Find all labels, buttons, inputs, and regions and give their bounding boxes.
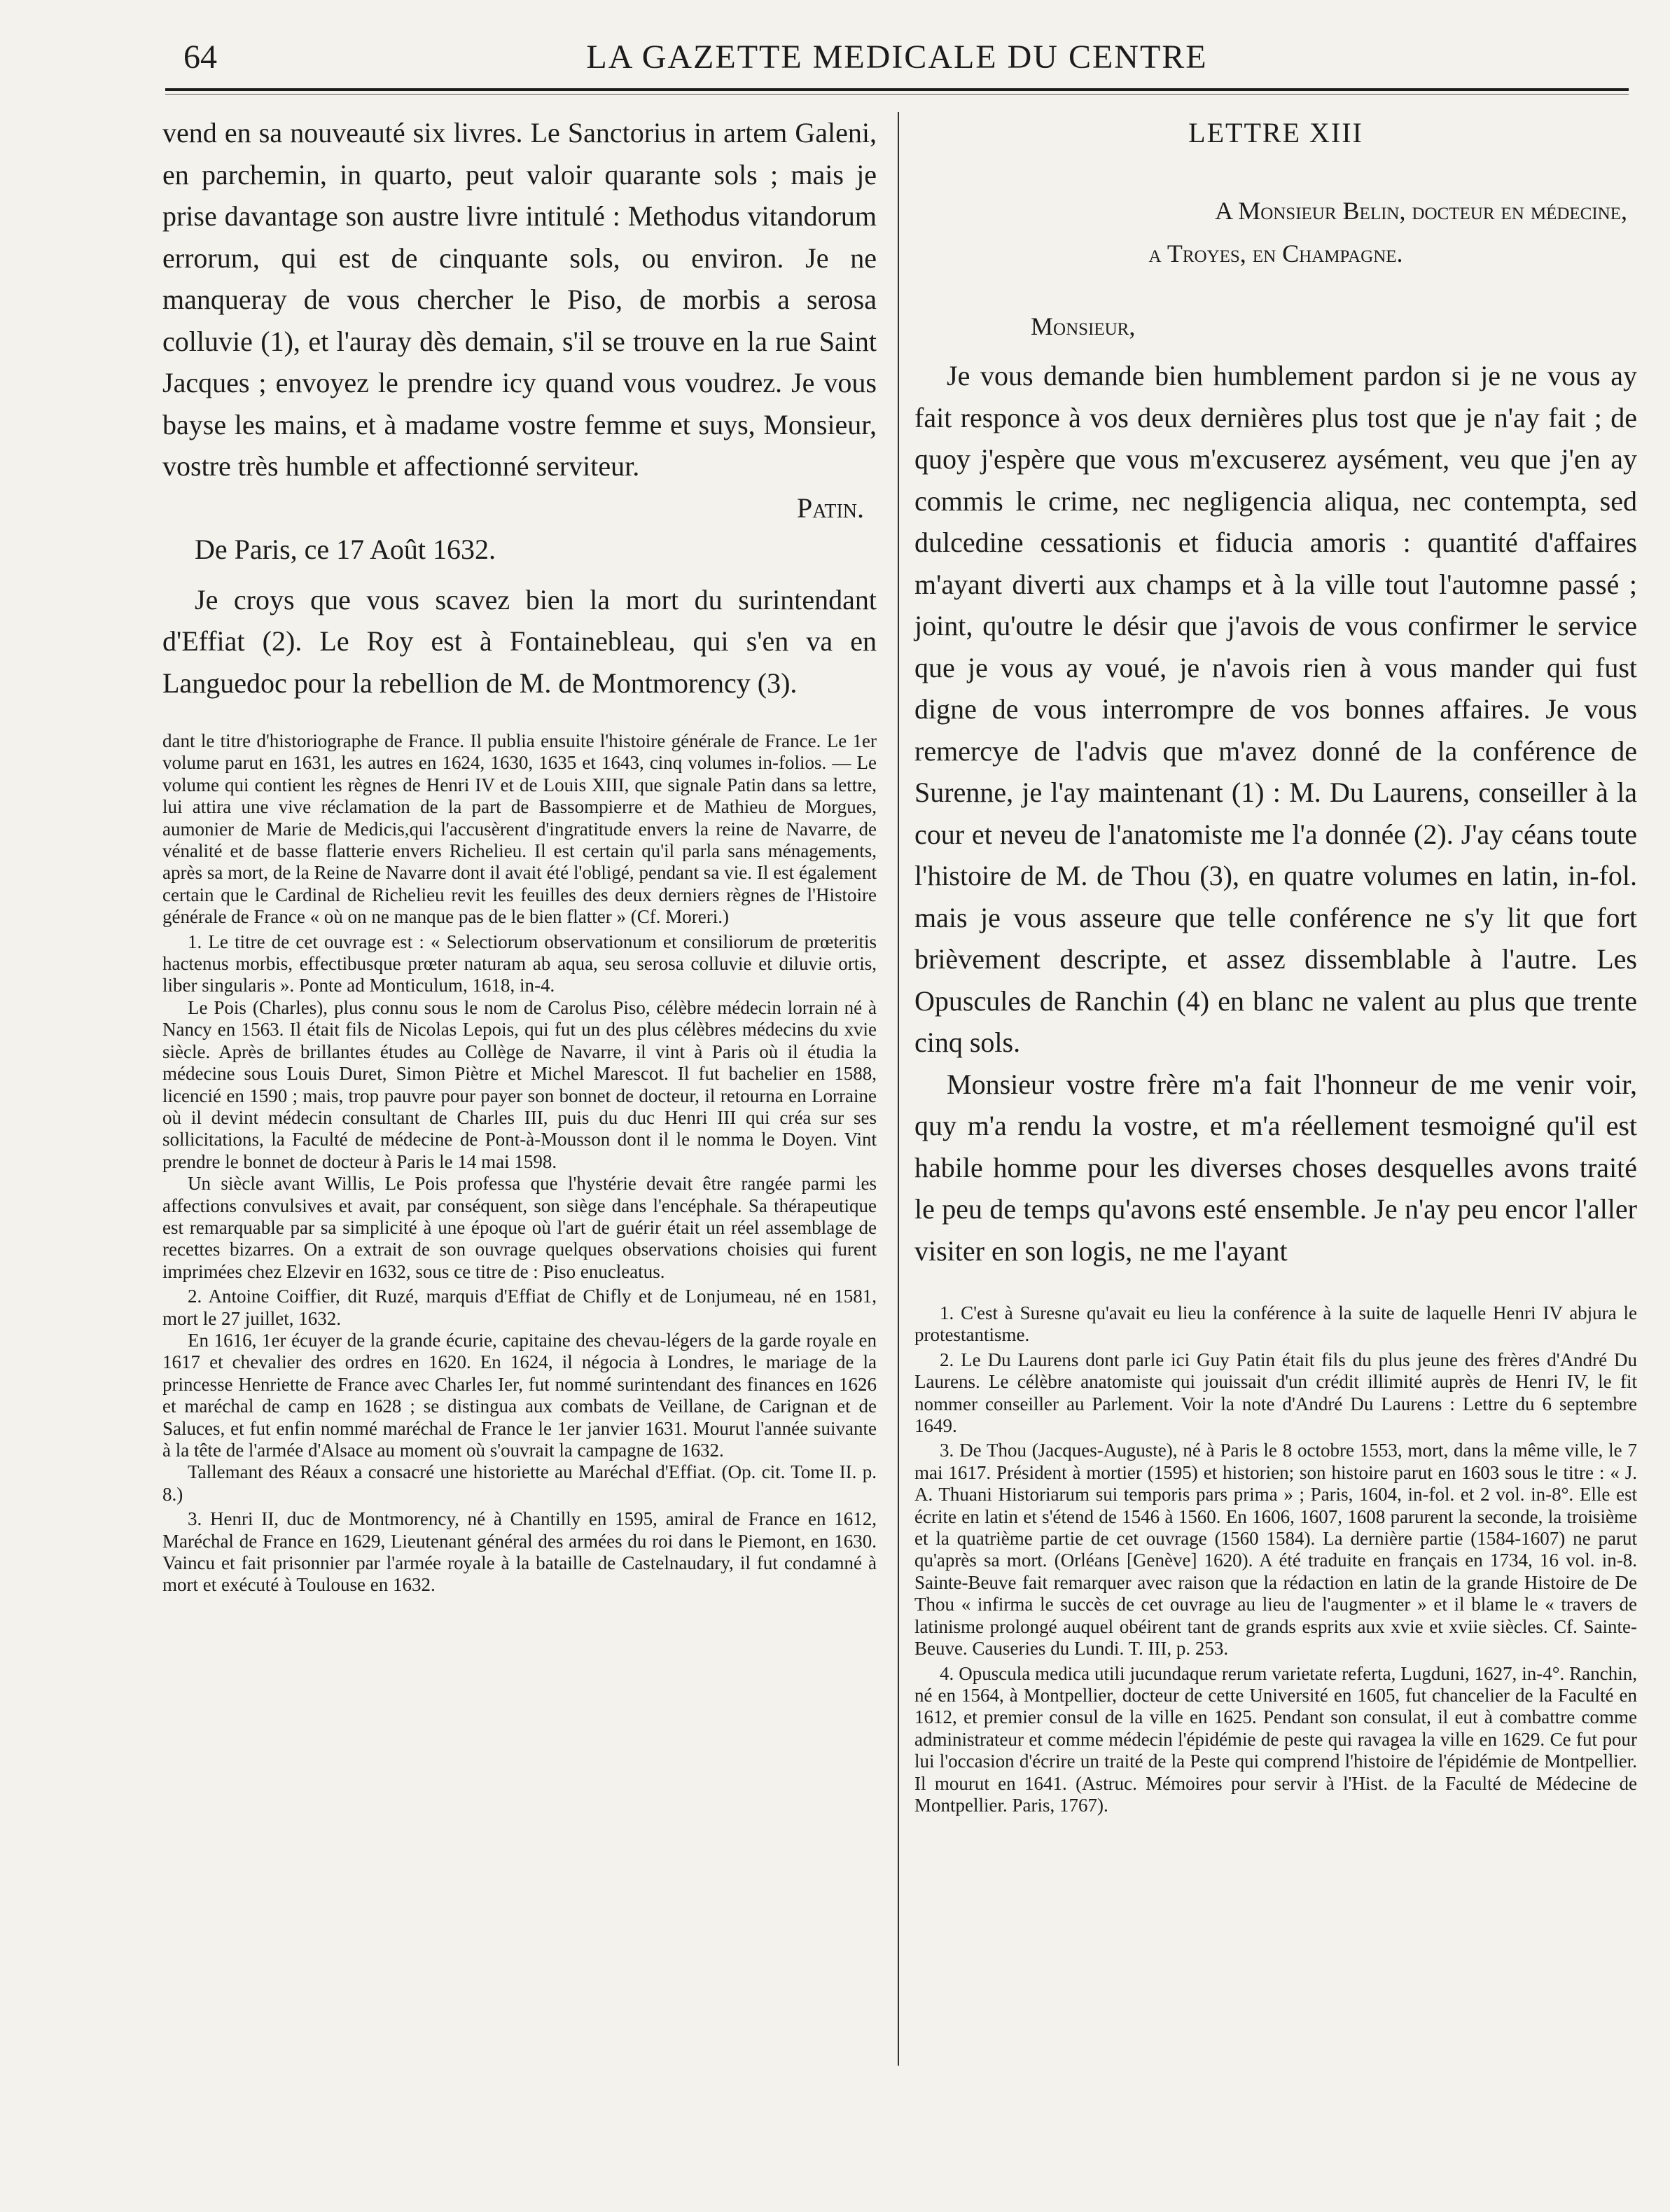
page-header [165,38,1629,80]
header-rule-thin [165,94,1629,95]
page-number: 64 [183,39,217,76]
header-rule [165,88,1629,91]
dateline: De Paris, ce 17 Août 1632. [195,534,496,565]
footnote-2-career: En 1616, 1er écuyer de la grande écurie, capitaine des chevau-légers de la garde royale en 1617 et chevalier des ordres en 1620. En 1624, il négocia à Londres, le mariage de la princesse Henriette de France avec Charles Ier, fut nommé surintendant des finances en 1626 et maréchal de camp en 1628 ; se distingua aux combats de Veillane, de Carignan et de Saluces, et fut enfin nommé maréchal de France le 1er janvier 1631. Mourut l'année suivante à la tête de l'armée d'Alsace au moment où s'ouvrait la campagne de 1632. [162,1329,877,1461]
running-title: LA GAZETTE MEDICALE DU CENTRE [586,39,1208,76]
letter-body-paragraph-2: Monsieur vostre frère m'a fait l'honneur de me venir voir, quy m'a rendu la vostre, et m'a réellement tesmoigné qu'il est habile homme pour les diverses choses desquelles avons traité le peu de temps qu'avons esté ensemble. Je n'ay peu encor l'aller visiter en son logis, ne me l'ayant [914,1068,1637,1267]
signature: Patin. [796,492,864,524]
salutation: Monsieur, [1031,312,1136,340]
footnote-r3: 3. De Thou (Jacques-Auguste), né à Paris le 8 octobre 1553, mort, dans la même ville, le 7 mai 1617. Président à mortier (1595) et historien; son histoire parut en 1603 sous le titre : « J. A. Thuani Historiarum sui temporis pars prima » ; Paris, 1604, in-fol. et 2 vol. in-8°. Elle est écrite en latin et s'étend de 1546 à 1560. En 1606, 1607, 1608 parurent la seconde, la troisième et la quatrième partie de cet ouvrage (1560 1584). La dernière partie (1584-1607) ne parut qu'après sa mort. (Orléans [Genève] 1620). A été traduite en français en 1734, 16 vol. in-8. Sainte-Beuve fait remarquer avec raison que la rédaction en latin de la grande Histoire de De Thou « infirma le succès de cet ouvrage au lieu de l'augmenter » et il blame le « travers de latinisme prolongé auquel obéirent tant de grands esprits aux xvie et xviie siècles. Cf. Sainte-Beuve. Causeries du Lundi. T. III, p. 253. [914,1440,1637,1660]
left-column [162,112,877,1597]
addressee-line-2: a Troyes, en Champagne. [1148,239,1403,267]
postscript: Je croys que vous scavez bien la mort du surintendant d'Effiat (2). Le Roy est à Fontainebleau, qui s'en va en Languedoc pour la rebellion de M. de Montmorency (3). [162,583,877,699]
column-divider [898,112,899,2066]
footnote-r2: 2. Le Du Laurens dont parle ici Guy Patin était fils du plus jeune des frères d'André Du Laurens. Le célèbre anatomiste qui jouissait d'un crédit illimité auprès de Henri IV, le fit nommer conseiller au Parlement. Voir la note d'André Du Laurens : Lettre du 6 septembre 1649. [914,1349,1637,1437]
footnote-1: 1. Le titre de cet ouvrage est : « Selectiorum observationum et consiliorum de prœteritis hactenus morbis, effectibusque prœter naturam ab aqua, seu serosa colluvie et diluvie ortis, liber singularis ». Ponte ad Monticulum, 1618, in-4. [162,931,877,996]
footnote-2: 2. Antoine Coiffier, dit Ruzé, marquis d'Effiat de Chifly et de Lonjumeau, né en 1581, mort le 27 juillet, 1632. [162,1286,877,1329]
footnote-2-tallemant: Tallemant des Réaux a consacré une historiette au Maréchal d'Effiat. (Op. cit. Tome II. p. 8.) [162,1461,877,1505]
right-footnotes [914,1302,1637,1816]
letter-body-continued: vend en sa nouveauté six livres. Le Sanctorius in artem Galeni, en parchemin, in quarto, peut valoir quarante sols ; mais je prise davantage son austre livre intitulé : Methodus vitandorum errorum, qui est de cinquante sols, ou environ. Je ne manqueray de vous chercher le Piso, de morbis a serosa colluvie (1), et l'auray dès demain, s'il se trouve en la rue Saint Jacques ; envoyez le prendre icy quand vous voudrez. Je vous bayse les mains, et à madame vostre femme et suys, Monsieur, vostre très humble et affectionné serviteur. [162,117,877,482]
footnote-3: 3. Henri II, duc de Montmorency, né à Chantilly en 1595, amiral de France en 1612, Maréchal de France en 1629, Lieutenant général des armées du roi dans le Piemont, en 1630. Vaincu et fait prisonnier par l'armée royale à la bataille de Castelnaudary, il fut condamné à mort et exécuté à Toulouse en 1632. [162,1508,877,1596]
letter-title: LETTRE XIII [1188,117,1363,148]
left-main-text [162,112,877,704]
left-footnotes [162,730,877,1597]
footnote-r1: 1. C'est à Suresne qu'avait eu lieu la conférence à la suite de laquelle Henri IV abjura le protestantisme. [914,1302,1637,1346]
footnote-1-hysteria: Un siècle avant Willis, Le Pois professa que l'hystérie devait être rangée parmi les affections convulsives et avait, par conséquent, son siège dans l'encéphale. Sa thérapeutique est remarquable par sa simplicité à une époque où l'art de guérir était un réel assemblage de recettes bizarres. On a extrait de son ouvrage quelques observations choisies qui furent imprimées chez Elzevir en 1632, sous ce titre de : Piso enucleatus. [162,1173,877,1282]
right-column [914,112,1637,1816]
footnote-1-piso: Le Pois (Charles), plus connu sous le nom de Carolus Piso, célèbre médecin lorrain né à Nancy en 1563. Il était fils de Nicolas Lepois, qui fut un des plus célèbres médecins du xvie siècle. Après de brillantes études au Collège de Navarre, il vint à Paris où il étudia la médecine sous Louis Duret, Simon Piètre et Michel Marescot. Il fut bachelier en 1588, licencié en 1590 ; mais, trop pauvre pour payer son bonnet de docteur, il retourna en Lorraine où il devint médecin consultant de Charles III, puis du duc Henri III qui créa sur ses sollicitations, la Faculté de médecine de Pont-à-Mousson dont il le nomma le Doyen. Vint prendre le bonnet de docteur à Paris le 14 mai 1598. [162,996,877,1172]
footnote-r4: 4. Opuscula medica utili jucundaque rerum varietate referta, Lugduni, 1627, in-4°. Ranchin, né en 1564, à Montpellier, docteur de cette Université en 1605, fut chancelier de la Faculté en 1612, et premier consul de la ville en 1625. Pendant son consulat, il eut à combattre comme administrateur et comme médecin l'épidémie de peste qui ravagea la ville en 1629. Ce fut pour lui l'occasion d'écrire un traité de la Peste qui comprend l'histoire de l'épidémie de Montpellier. Il mourut en 1641. (Astruc. Mémoires pour servir à l'Hist. de la Faculté de Médecine de Montpellier. Paris, 1767). [914,1662,1637,1816]
addressee-line-1: A Monsieur Belin, docteur en médecine, [1215,197,1627,225]
footnote-continued: dant le titre d'historiographe de France. Il publia ensuite l'histoire générale de France. Le 1er volume parut en 1631, les autres en 1624, 1630, 1635 et 1643, cinq volumes in-folios. — Le volume qui contient les règnes de Henri IV et de Louis XIII, que signale Patin dans sa lettre, lui attira une vive réclamation de la part de Bassompierre et de Mathieu de Morgues, aumonier de Marie de Medicis,qui l'accusèrent d'ingratitude envers la reine de Navarre, de vénalité et de basse flatterie envers Richelieu. Il est certain qu'il parla sans ménagements, après sa mort, de la Reine de Navarre dont il avait été l'obligé, pendant sa vie. Il est également certain que le Cardinal de Richelieu revit les feuilles des deux derniers règnes de l'Histoire générale de France « où on ne manque pas de le bien flatter » (Cf. Moreri.) [162,730,877,928]
right-main-text [914,355,1637,1272]
letter-body-paragraph-1: Je vous demande bien humblement pardon si je ne vous ay fait responce à vos deux dernières plus tost que je n'ay fait ; de quoy j'espère que vous m'excuserez aysément, veu que j'en ay commis le crime, nec negligencia aliqua, nec contempta, sed dulcedine cessationis et fiducia amoris : quantité d'affaires m'ayant diverti aux champs et à la ville tout l'automne passé ; joint, qu'outre le désir que j'avois de vous confirmer le service que je vous ay voué, je n'avois rien à vous mander qui fust digne de vous interrompre de vos bonnes affaires. Je vous remercye de l'advis que m'avez donné de la conférence de Surenne, je l'ay maintenant (1) : M. Du Laurens, conseiller à la cour et neveu de l'anatomiste me l'a donnée (2). J'ay céans toute l'histoire de M. de Thou (3), en quatre volumes en latin, in-fol. mais je vous asseure que telle conférence ne s'y lit que fort brièvement descripte, et assez dissemblable à l'autre. Les Opuscules de Ranchin (4) en blanc ne valent au plus que trente cinq sols. [914,360,1637,1058]
